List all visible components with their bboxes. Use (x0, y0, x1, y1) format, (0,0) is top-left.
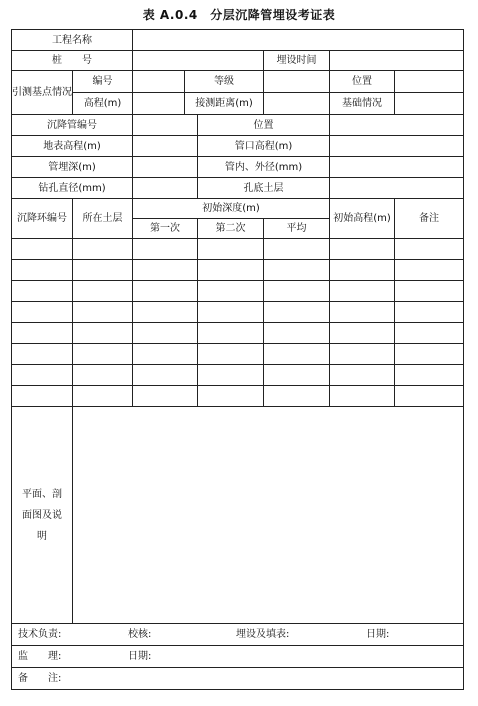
soil-layer-cell[interactable] (73, 239, 133, 260)
date-label: 日期: (366, 629, 390, 640)
elevation-cell[interactable] (330, 239, 395, 260)
ground-elevation-label: 地表高程(m) (12, 136, 133, 157)
ref-benchmark-label: 引测基点情况 (12, 71, 73, 115)
elevation-field[interactable] (133, 93, 185, 115)
initial-depth-label: 初始深度(m) (133, 199, 330, 219)
remarks-label: 备注 (395, 199, 464, 239)
second-cell[interactable] (198, 386, 264, 407)
soil-layer-cell[interactable] (73, 260, 133, 281)
second-cell[interactable] (198, 365, 264, 386)
notes-line (12, 668, 464, 690)
number-label: 编号 (73, 71, 133, 93)
ring-number-cell[interactable] (12, 323, 73, 344)
first-cell[interactable] (133, 344, 198, 365)
location-field[interactable] (395, 71, 464, 93)
hole-bottom-soil-label: 孔底土层 (198, 178, 330, 199)
elevation-cell[interactable] (330, 365, 395, 386)
pipe-diameter-field[interactable] (330, 157, 464, 178)
tie-distance-field[interactable] (264, 93, 330, 115)
first-cell[interactable] (133, 260, 198, 281)
table-row (12, 281, 464, 302)
drill-diameter-label: 钻孔直径(mm) (12, 178, 133, 199)
remarks-cell[interactable] (395, 344, 464, 365)
second-cell[interactable] (198, 302, 264, 323)
table-row (12, 365, 464, 386)
elevation-cell[interactable] (330, 344, 395, 365)
burial-depth-label: 管埋深(m) (12, 157, 133, 178)
remarks-cell[interactable] (395, 323, 464, 344)
hole-bottom-soil-field[interactable] (330, 178, 464, 199)
table-row (12, 302, 464, 323)
average-cell[interactable] (264, 239, 330, 260)
ring-number-cell[interactable] (12, 344, 73, 365)
ground-elevation-field[interactable] (133, 136, 198, 157)
elevation-cell[interactable] (330, 281, 395, 302)
table-row (12, 386, 464, 407)
average-cell[interactable] (264, 344, 330, 365)
pipe-number-label: 沉降管编号 (12, 115, 133, 136)
pipe-number-field[interactable] (133, 115, 198, 136)
ring-number-cell[interactable] (12, 365, 73, 386)
section-label: 平面、剖面图及说明 (12, 407, 73, 624)
average-cell[interactable] (264, 365, 330, 386)
stake-number-field[interactable] (133, 51, 264, 71)
tie-distance-label: 接测距离(m) (185, 93, 264, 115)
soil-layer-cell[interactable] (73, 365, 133, 386)
tech-lead-label: 技术负责: (18, 629, 62, 640)
remarks-cell[interactable] (395, 302, 464, 323)
ring-number-cell[interactable] (12, 281, 73, 302)
ring-number-cell[interactable] (12, 239, 73, 260)
first-cell[interactable] (133, 239, 198, 260)
project-name-label: 工程名称 (12, 30, 133, 51)
foundation-label: 基础情况 (330, 93, 395, 115)
average-cell[interactable] (264, 260, 330, 281)
project-name-field[interactable] (133, 30, 464, 51)
average-cell[interactable] (264, 302, 330, 323)
average-cell[interactable] (264, 323, 330, 344)
ring-number-cell[interactable] (12, 386, 73, 407)
pipe-location-field[interactable] (330, 115, 464, 136)
ring-number-cell[interactable] (12, 302, 73, 323)
stake-number-label: 桩 号 (12, 51, 133, 71)
foundation-field[interactable] (395, 93, 464, 115)
soil-layer-cell[interactable] (73, 323, 133, 344)
location-label: 位置 (330, 71, 395, 93)
pipe-top-elevation-label: 管口高程(m) (198, 136, 330, 157)
remarks-cell[interactable] (395, 365, 464, 386)
first-measure-label: 第一次 (133, 219, 198, 239)
remarks-cell[interactable] (395, 386, 464, 407)
ring-number-cell[interactable] (12, 260, 73, 281)
pipe-location-label: 位置 (198, 115, 330, 136)
average-cell[interactable] (264, 281, 330, 302)
elevation-cell[interactable] (330, 260, 395, 281)
table-row (12, 344, 464, 365)
second-cell[interactable] (198, 281, 264, 302)
first-cell[interactable] (133, 386, 198, 407)
soil-layer-cell[interactable] (73, 302, 133, 323)
burial-record-form (11, 29, 464, 690)
grade-label: 等级 (185, 71, 264, 93)
grade-field[interactable] (264, 71, 330, 93)
remarks-cell[interactable] (395, 281, 464, 302)
soil-layer-cell[interactable] (73, 344, 133, 365)
signature-line (12, 624, 464, 646)
burial-time-label: 埋设时间 (264, 51, 330, 71)
second-cell[interactable] (198, 344, 264, 365)
elevation-cell[interactable] (330, 302, 395, 323)
second-cell[interactable] (198, 260, 264, 281)
second-cell[interactable] (198, 323, 264, 344)
elevation-cell[interactable] (330, 323, 395, 344)
supervisor-date-label: 日期: (128, 651, 152, 662)
first-cell[interactable] (133, 281, 198, 302)
first-cell[interactable] (133, 365, 198, 386)
average-label: 平均 (264, 219, 330, 239)
pipe-diameter-label: 管内、外径(mm) (198, 157, 330, 178)
notes-label: 备 注: (18, 673, 62, 684)
remarks-cell[interactable] (395, 260, 464, 281)
initial-elevation-label: 初始高程(m) (330, 199, 395, 239)
supervisor-label: 监 理: (18, 651, 62, 662)
burial-depth-field[interactable] (133, 157, 198, 178)
average-cell[interactable] (264, 386, 330, 407)
remarks-cell[interactable] (395, 239, 464, 260)
table-row (12, 260, 464, 281)
soil-layer-cell[interactable] (73, 281, 133, 302)
burial-time-field[interactable] (330, 51, 464, 71)
check-label: 校核: (128, 629, 152, 640)
second-cell[interactable] (198, 239, 264, 260)
ring-number-label: 沉降环编号 (12, 199, 73, 239)
drill-diameter-field[interactable] (133, 178, 198, 199)
elevation-label: 高程(m) (73, 93, 133, 115)
first-cell[interactable] (133, 323, 198, 344)
soil-layer-cell[interactable] (73, 386, 133, 407)
supervisor-line (12, 646, 464, 668)
page-title: 表 A.0.4 分层沉降管埋设考证表 (142, 8, 336, 22)
number-field[interactable] (133, 71, 185, 93)
soil-layer-label: 所在土层 (73, 199, 133, 239)
pipe-top-elevation-field[interactable] (330, 136, 464, 157)
table-row (12, 239, 464, 260)
footer-row-signatures (12, 624, 464, 646)
first-cell[interactable] (133, 302, 198, 323)
installer-label: 埋设及填表: (236, 629, 290, 640)
elevation-cell[interactable] (330, 386, 395, 407)
section-drawing-area[interactable] (73, 407, 464, 624)
second-measure-label: 第二次 (198, 219, 264, 239)
table-row (12, 323, 464, 344)
